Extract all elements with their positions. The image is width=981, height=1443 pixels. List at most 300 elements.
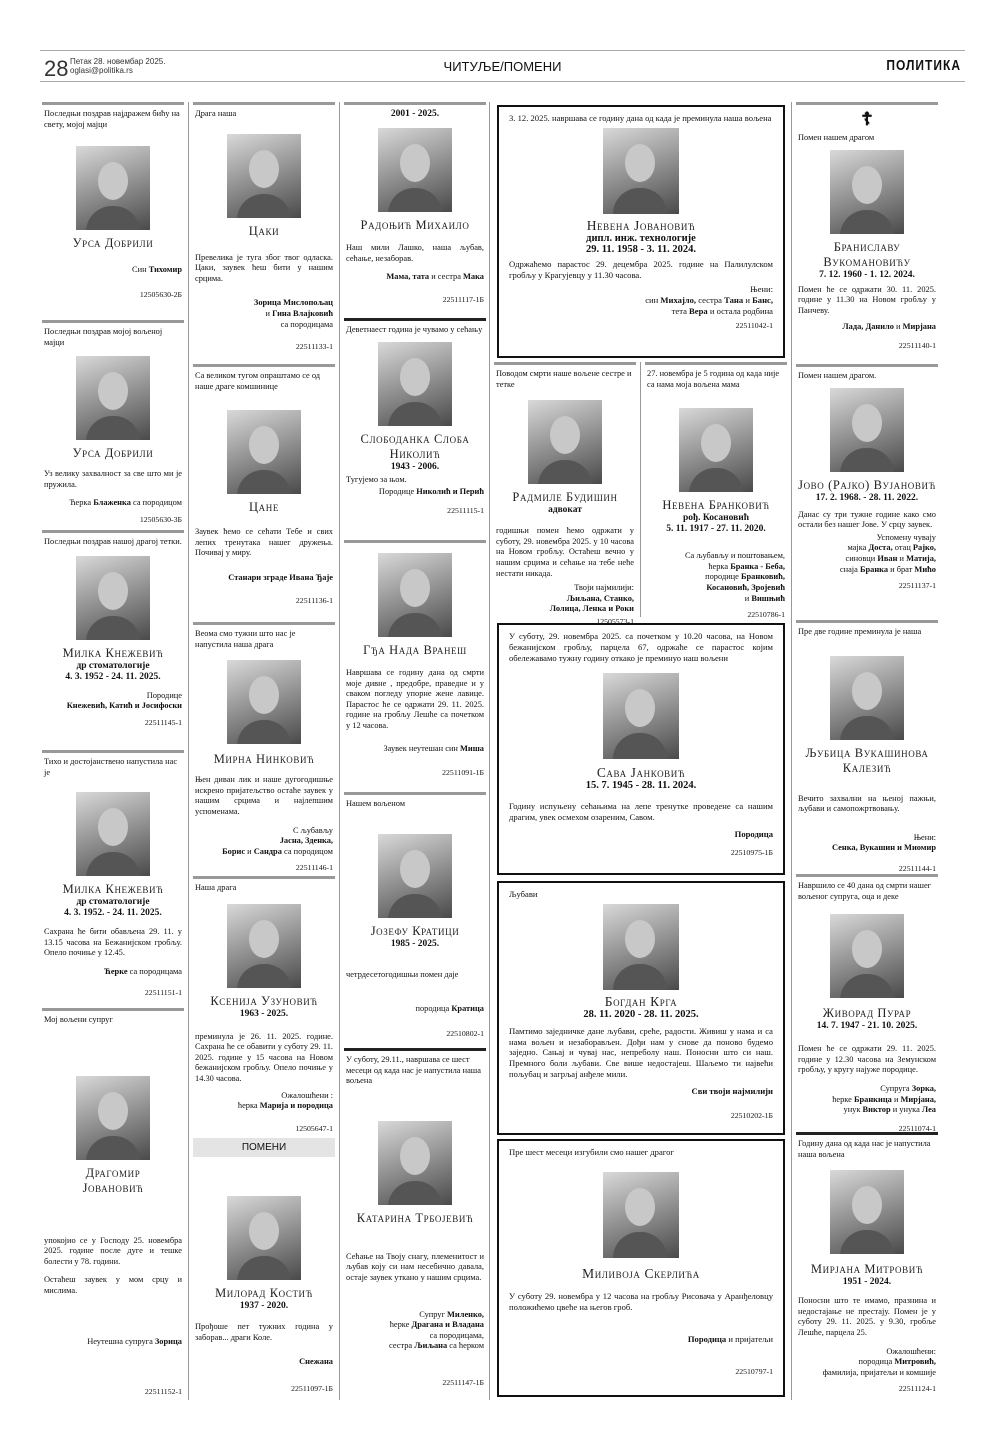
notice-code: 22511074-1 bbox=[898, 1123, 936, 1133]
notice-signature bbox=[798, 533, 936, 575]
notice-intro: Помен нашем драгом bbox=[798, 133, 875, 142]
signature-text: и пријатељи bbox=[726, 1334, 773, 1345]
notice-code: 12505630-3Б bbox=[139, 514, 182, 524]
portrait-photo bbox=[603, 904, 679, 990]
notice-body: Прођоше пет тужних година у заборав... драги Коле. bbox=[195, 1322, 333, 1342]
notice-signature bbox=[509, 284, 773, 316]
notice-body: Сахрана ће бити обављена 29. 11. у 13.15 часова на Бежанијском гробљу. Опело почиње у 12.45. bbox=[44, 927, 182, 958]
notice-code: 22511136-1 bbox=[295, 595, 333, 605]
signature-name: Љиљана bbox=[414, 1341, 448, 1351]
notice-body: Тугујемо за њом. bbox=[346, 474, 407, 484]
notice-signature bbox=[195, 298, 333, 330]
deceased-name: Мирјана Митровић bbox=[810, 1262, 924, 1277]
notice-intro: Тихо и достојанствено напустила нас је bbox=[44, 757, 178, 777]
notice-code: 22510975-1Б bbox=[730, 847, 773, 857]
notice-code: 22511124-1 bbox=[898, 1384, 936, 1394]
signature-text: ћерка bbox=[708, 561, 731, 571]
signature-name: Мирјана bbox=[902, 322, 936, 332]
signature-text: ћерке bbox=[389, 1320, 412, 1330]
notice-body: Одржаћемо парастос 29. децембра 2025. године на Палилулском гробљу у Крагујевцу у 11.30 часова. bbox=[509, 258, 773, 280]
signature-text: и унука bbox=[890, 1105, 922, 1115]
signature-name: Гина Влајковић bbox=[272, 308, 333, 318]
portrait-photo bbox=[227, 1196, 301, 1280]
deceased-title: дипл. инж. технологије bbox=[586, 232, 696, 244]
notice-code: 22511147-1Б bbox=[442, 1377, 484, 1387]
signature-name: Митровић, bbox=[894, 1357, 936, 1367]
signature-text: и bbox=[265, 308, 273, 318]
signature-text: Неутешна супруга bbox=[87, 1336, 155, 1346]
signature-text: син bbox=[645, 295, 661, 306]
notice-signature bbox=[195, 826, 333, 858]
deceased-name: Ксенија Узуновић bbox=[210, 993, 318, 1008]
deceased-dates: 17. 2. 1968. - 28. 11. 2022. bbox=[815, 492, 919, 503]
deceased-name: Драгомир Јовановић bbox=[82, 1165, 144, 1195]
deceased-name: Јово (Рајко) Вујановић bbox=[798, 477, 936, 492]
signature-text: и bbox=[897, 553, 907, 563]
memorial-notice-boxed bbox=[497, 623, 785, 875]
signature-name: Банс, bbox=[752, 295, 773, 306]
notice-body: годишњи помен ћемо одржати у суботу, 29. новембра 2025. у 10 часова на Новом гробљу. Остаћеш вечно у нашим срцима и сећање на тебе неће нестати никада. bbox=[496, 526, 634, 578]
memorial-notice bbox=[344, 102, 486, 318]
notice-signature bbox=[44, 498, 182, 509]
portrait-photo bbox=[378, 834, 452, 918]
signature-name: Бранкица bbox=[853, 1094, 892, 1104]
deceased-name: Невена Јовановић bbox=[586, 217, 696, 233]
obituary-notice bbox=[193, 364, 335, 622]
notice-code: 22511115-1 bbox=[447, 505, 484, 515]
signature-name: Кратица bbox=[451, 1004, 484, 1014]
signature-text: са породицом bbox=[130, 498, 182, 508]
notice-signature bbox=[44, 967, 182, 978]
signature-text: Ћерка bbox=[69, 498, 94, 508]
signature-text: Супруг bbox=[419, 1309, 448, 1319]
signature-name: Иван bbox=[877, 553, 898, 563]
memorial-notice bbox=[796, 364, 938, 620]
notice-intro: Пре шест месеци изгубили смо нашег драгог bbox=[509, 1147, 674, 1157]
orthodox-cross-icon: ☦ bbox=[861, 109, 873, 129]
column-divider bbox=[791, 102, 792, 1400]
deceased-name: Радмиле Будишин bbox=[512, 490, 618, 505]
notice-intro: У суботу, 29. новембра 2025. са почетком у 10.20 часова, на Новом бежанијском гробљу, парцела 67, одржаће се парастос којим обележавамо тужну годину откако је преминуо наш вољени bbox=[509, 631, 773, 663]
signature-name: Бранка - Беба, bbox=[730, 561, 785, 571]
notice-signature bbox=[509, 1334, 773, 1345]
notice-intro: Мој вољени супруг bbox=[44, 1015, 113, 1024]
deceased-dates: 1937 - 2020. bbox=[239, 1301, 289, 1311]
notice-code: 22511091-1Б bbox=[442, 768, 484, 778]
notice-body: Сећање на Твоју снагу, племенитост и љубав коју си нам несебично давала, остаје заувек уткано у нашим срцима. bbox=[346, 1251, 484, 1282]
signature-name: Вера bbox=[689, 305, 708, 316]
deceased-name: Милка Кнежевић bbox=[62, 645, 164, 660]
notice-intro: Драга наша bbox=[195, 109, 237, 118]
signature-name: Зорица Мислопољац bbox=[253, 298, 333, 308]
notice-code: 22511042-1 bbox=[735, 320, 773, 330]
notice-code: 12505573-1 bbox=[596, 616, 634, 626]
signature-name: Сви твоји најмилији bbox=[691, 1085, 773, 1096]
notice-code: 22511145-1 bbox=[144, 717, 182, 727]
notice-body: Поносни што те имамо, празнина и недостајање не престају. Помен је у суботу 29. 11. 2025. у 9.30, гробље Лешће, парцела 25. bbox=[798, 1296, 936, 1337]
signature-name: Лолица, Ленка и Роки bbox=[549, 604, 634, 614]
memorial-notice bbox=[344, 792, 486, 1048]
signature-name: Виктор bbox=[862, 1105, 891, 1115]
signature-text: унук bbox=[843, 1105, 863, 1115]
signature-name: Зорка, bbox=[911, 1083, 936, 1093]
deceased-name: Гђа Нада Вранеш bbox=[363, 643, 467, 657]
signature-text: и bbox=[893, 322, 903, 332]
signature-name: Мака bbox=[463, 272, 484, 282]
signature-text: ћерка bbox=[237, 1101, 260, 1111]
memorial-notice-boxed bbox=[497, 105, 785, 358]
deceased-dates: 1985 - 2025. bbox=[390, 938, 440, 949]
signature-text: Породице bbox=[378, 487, 417, 497]
memorial-notice bbox=[344, 318, 486, 540]
deceased-name: Мирна Нинковић bbox=[213, 752, 315, 767]
portrait-photo bbox=[76, 556, 150, 640]
signature-text: са породицама bbox=[127, 966, 182, 976]
deceased-name: Цане bbox=[249, 500, 279, 515]
notice-intro: Са великом тугом опраштамо се од наше драге комшинице bbox=[195, 371, 321, 391]
signature-text: и сестра bbox=[429, 272, 464, 282]
signature-text: породица bbox=[858, 1357, 895, 1367]
notice-code: 22511137-1 bbox=[898, 581, 936, 591]
portrait-photo bbox=[830, 914, 904, 998]
memorial-notice bbox=[344, 540, 486, 792]
portrait-photo bbox=[679, 408, 753, 492]
signature-text: отац bbox=[892, 543, 913, 553]
signature-name: Јасна, Зденка, bbox=[279, 836, 333, 846]
contact-email[interactable]: oglasi@politika.rs bbox=[70, 66, 133, 75]
signature-name: Бранковић, bbox=[740, 572, 785, 582]
deceased-name: Сава Јанковић bbox=[596, 765, 686, 781]
notice-signature bbox=[346, 1004, 484, 1015]
deceased-name: Невена Бранковић bbox=[662, 498, 770, 513]
memorial-notice bbox=[796, 102, 938, 364]
column-divider bbox=[640, 362, 641, 617]
memorial-notice bbox=[645, 362, 787, 620]
signature-text: С љубављу bbox=[292, 825, 333, 835]
notice-body: Годину испуњену сећањима на лепе тренутке проведене са нашим драгим, увек осмехом озареним, Савом. bbox=[509, 801, 773, 823]
notice-intro: Последњи поздрав нашој драгој тетки. bbox=[44, 537, 182, 546]
notice-code: 22510202-1Б bbox=[730, 1110, 773, 1120]
signature-text: Њени: bbox=[750, 284, 773, 295]
obituary-notice bbox=[193, 622, 335, 876]
signature-text: и bbox=[744, 593, 752, 603]
notice-body: Остаћеш заувек у мом срцу и мислима. bbox=[44, 1275, 182, 1295]
obituary-notice bbox=[42, 320, 184, 530]
obituary-notice bbox=[193, 102, 335, 364]
obituary-notice bbox=[193, 876, 335, 1134]
portrait-photo bbox=[76, 792, 150, 876]
signature-name: Матија, bbox=[906, 553, 936, 563]
signature-name: Блаженка bbox=[93, 498, 131, 508]
portrait-photo bbox=[830, 150, 904, 234]
notice-intro: Годину дана од када нас је напустила наша вољена bbox=[798, 1139, 931, 1159]
notice-body: четрдесетогодишњи помен даје bbox=[346, 969, 459, 979]
deceased-title: рођ. Косановић bbox=[682, 513, 749, 524]
signature-name: Косановић, Зројевић bbox=[706, 582, 785, 592]
signature-text: Њени: bbox=[913, 832, 936, 842]
notice-signature bbox=[496, 583, 634, 615]
notice-signature bbox=[195, 1091, 333, 1112]
signature-name: Мирјана, bbox=[900, 1094, 936, 1104]
signature-text: Заувек неутешан син bbox=[383, 743, 460, 753]
signature-text: Са љубављу и поштовањем, bbox=[684, 551, 785, 561]
signature-name: Михајло, bbox=[660, 295, 697, 306]
notice-intro: Последњи поздрав мојој вољеној мајци bbox=[44, 327, 163, 347]
deceased-title: др стоматологије bbox=[76, 897, 150, 908]
deceased-title: др стоматологије bbox=[76, 660, 150, 671]
signature-text: Твоји најмилији: bbox=[574, 583, 634, 593]
notice-intro: Помен нашем драгом. bbox=[798, 371, 877, 380]
portrait-photo bbox=[378, 128, 452, 212]
deceased-dates: 5. 11. 1917 - 27. 11. 2020. bbox=[666, 524, 766, 535]
notice-signature bbox=[798, 1347, 936, 1379]
notice-signature bbox=[44, 691, 182, 712]
deceased-name: Браниславу Вукомановићу bbox=[823, 239, 911, 269]
signature-text: са породицама bbox=[280, 319, 333, 329]
signature-name: Доста, bbox=[868, 543, 893, 553]
notice-body: Данас су три тужне године како смо остали без нашег Јове. У срцу заувек. bbox=[798, 509, 936, 530]
portrait-photo bbox=[227, 660, 301, 744]
signature-name: Мама, тата bbox=[386, 272, 430, 282]
notice-code: 12505630-2Б bbox=[139, 289, 182, 299]
notice-signature bbox=[44, 1337, 182, 1348]
memorial-notice bbox=[796, 1132, 938, 1400]
signature-name: Марија и породица bbox=[259, 1101, 333, 1111]
portrait-photo bbox=[227, 904, 301, 988]
notice-intro: У суботу, 29.11., навршава се шест месеци од када нас је напустила наша вољена bbox=[346, 1055, 481, 1086]
notice-body: Памтимо заједничке дане љубави, среће, радости. Живиш у нама и са нама вољен и незаборављен. Дођи нам у снове да поново будемо заједно. Сањај и чувај нас, непреболу наш. Поносни што си наш. Премного боли љубави. Све више недостајеш. Шаљемо ти највећи пољубац и загрљај анђеле мили. bbox=[509, 1025, 773, 1079]
obituary-notice bbox=[42, 750, 184, 1008]
deceased-dates: 1943 - 2006. bbox=[390, 461, 440, 472]
deceased-name: Милка Кнежевић bbox=[62, 882, 164, 897]
signature-name: Породица bbox=[687, 1334, 727, 1345]
signature-name: Тана bbox=[724, 295, 744, 306]
notice-intro: Нашем вољеном bbox=[346, 799, 406, 808]
signature-text: породица bbox=[415, 1004, 452, 1014]
deceased-dates: 29. 11. 1958 - 3. 11. 2024. bbox=[586, 243, 696, 255]
notice-intro: Љубави bbox=[509, 889, 538, 899]
signature-text: и bbox=[245, 846, 254, 856]
signature-text: сестра bbox=[389, 1341, 415, 1351]
signature-name: Зорица bbox=[154, 1336, 182, 1346]
memorial-notice-boxed bbox=[497, 1139, 785, 1397]
portrait-photo bbox=[76, 356, 150, 440]
signature-name: Станари зграде Ивана Ђаје bbox=[228, 572, 333, 582]
notice-code: 22511140-1 bbox=[898, 340, 936, 350]
notice-code: 22511117-1Б bbox=[442, 294, 484, 304]
notice-code: 22511146-1 bbox=[295, 863, 333, 873]
page-header bbox=[40, 50, 965, 82]
notice-intro: Веома смо тужни што нас је напустила наша драга bbox=[195, 629, 296, 649]
signature-name: Рајко, bbox=[912, 543, 936, 553]
signature-text: снаја bbox=[839, 564, 860, 574]
portrait-photo bbox=[76, 1076, 150, 1160]
notice-signature bbox=[346, 1310, 484, 1352]
deceased-name: Милорад Костић bbox=[215, 1286, 313, 1300]
section-title: ЧИТУЉЕ/ПОМЕНИ bbox=[443, 59, 562, 74]
deceased-name: Јозефу Кратици bbox=[370, 923, 460, 938]
signature-name: Миленко, bbox=[447, 1309, 484, 1319]
notice-signature bbox=[647, 551, 785, 604]
notice-code: 22511151-1 bbox=[144, 987, 182, 997]
signature-text: ћерке bbox=[832, 1094, 854, 1104]
signature-name: Љиљана, Станко, bbox=[566, 593, 634, 603]
column-divider bbox=[188, 102, 189, 1400]
signature-name: Вишњић bbox=[751, 593, 785, 603]
column-divider bbox=[489, 102, 490, 1400]
signature-name: Леа bbox=[921, 1105, 936, 1115]
notice-body: преминула је 26. 11. 2025. године. Сахрана ће се обавити у суботу 29. 11. 2025. године у 15 часова на Новом бежанијском гробљу. Опело почиње у 14.30 часова. bbox=[195, 1031, 333, 1083]
deceased-dates: 2001 - 2025. bbox=[390, 109, 440, 119]
obituary-notice bbox=[42, 102, 184, 320]
signature-text: синовци bbox=[845, 553, 878, 563]
notice-signature bbox=[798, 322, 936, 333]
portrait-photo bbox=[603, 128, 679, 214]
signature-name: Тихомир bbox=[148, 265, 182, 275]
notice-signature bbox=[44, 265, 182, 276]
notice-intro: Деветнаест година је чувамо у сећању bbox=[346, 325, 483, 334]
signature-text: са породицама, bbox=[429, 1330, 484, 1340]
deceased-dates: 4. 3. 1952 - 24. 11. 2025. bbox=[65, 671, 161, 682]
portrait-photo bbox=[830, 1170, 904, 1254]
signature-name: Николић и Перић bbox=[416, 487, 484, 497]
deceased-name: Миливоја Скерлића bbox=[582, 1265, 700, 1281]
notice-code: 22511097-1Б bbox=[291, 1383, 333, 1393]
signature-text: са породицом bbox=[281, 846, 333, 856]
signature-name: Снежана bbox=[299, 1357, 333, 1367]
portrait-photo bbox=[528, 400, 602, 484]
signature-name: Кнежевић, Катић и Јосифоски bbox=[66, 701, 182, 711]
signature-name: Сандра bbox=[253, 846, 282, 856]
notice-code: 12505647-1 bbox=[295, 1123, 333, 1133]
deceased-name: Богдан Крга bbox=[604, 993, 678, 1009]
notice-body: Њен диван лик и наше дугогодишње искрено пријатељство остаће заувек у нашим срцима и најлепшим успоменама. bbox=[195, 775, 333, 816]
signature-text: Ожалошћени : bbox=[281, 1090, 333, 1100]
deceased-dates: 1951 - 2024. bbox=[842, 1277, 892, 1288]
page-number: 28 bbox=[44, 56, 69, 81]
memorial-notice-boxed bbox=[497, 881, 785, 1135]
signature-text: Породице bbox=[146, 690, 182, 700]
issue-date: Петак 28. новембар 2025. bbox=[70, 57, 166, 66]
notice-signature bbox=[195, 1357, 333, 1368]
notice-code: 22510786-1 bbox=[747, 610, 785, 620]
notice-body: Наш мили Лашко, наша љубав, сећање, незаборав. bbox=[346, 243, 484, 263]
portrait-photo bbox=[830, 388, 904, 472]
deceased-dates: 14. 7. 1947 - 21. 10. 2025. bbox=[816, 1021, 918, 1032]
signature-name: Мићо bbox=[914, 564, 936, 574]
section-divider bbox=[193, 1134, 335, 1165]
signature-text: Супруга bbox=[880, 1083, 912, 1093]
signature-text: и bbox=[891, 1094, 901, 1104]
signature-text: сестра bbox=[696, 295, 725, 306]
notice-signature bbox=[346, 744, 484, 755]
deceased-name: Љубица Вукашинова Калезић bbox=[805, 745, 929, 775]
notice-code: 22511133-1 bbox=[295, 342, 333, 352]
portrait-photo bbox=[378, 553, 452, 637]
deceased-name: Цаки bbox=[248, 223, 280, 238]
obituary-notice bbox=[42, 1008, 184, 1400]
signature-name: Миша bbox=[460, 743, 484, 753]
signature-text: тета bbox=[671, 305, 690, 316]
obituary-notice bbox=[42, 530, 184, 750]
notice-body: Превелика је туга због твог одласка. Цаки, заувек ћеш бити у нашим срцима. bbox=[195, 252, 333, 283]
deceased-name: Живорад Пурар bbox=[822, 1006, 912, 1021]
signature-name: Ћерке bbox=[104, 966, 128, 976]
signature-text: са ћерком bbox=[447, 1341, 484, 1351]
portrait-photo bbox=[227, 134, 301, 218]
deceased-name: Слободанка Слоба Николић bbox=[360, 431, 470, 461]
notice-code: 22511144-1 bbox=[898, 863, 936, 873]
signature-text: и брат bbox=[888, 564, 915, 574]
notice-signature bbox=[346, 272, 484, 283]
signature-name: Драгана и Владана bbox=[411, 1320, 484, 1330]
portrait-photo bbox=[227, 410, 301, 494]
notice-intro: Навршило се 40 дана од смрти нашег вољеног супруга, оца и деке bbox=[798, 881, 932, 901]
notice-intro: Последњи поздрав најдражем бићу на свету, мојој мајци bbox=[44, 109, 180, 129]
portrait-photo bbox=[603, 673, 679, 759]
notice-body: Вечито захвални на њеној пажњи, љубави и самопожртвовању. bbox=[798, 793, 936, 814]
signature-name: Лада, Данило bbox=[842, 322, 894, 332]
signature-text: мајка bbox=[847, 543, 869, 553]
deceased-dates: 7. 12. 1960 - 1. 12. 2024. bbox=[819, 269, 915, 280]
notice-intro: Пре две године преминула је наша bbox=[798, 627, 922, 636]
portrait-photo bbox=[603, 1172, 679, 1258]
memorial-notice bbox=[796, 874, 938, 1132]
signature-text: Син bbox=[132, 265, 149, 275]
notice-intro: 3. 12. 2025. навршава се годину дана од када је преминула наша вољена bbox=[509, 113, 772, 123]
memorial-notice bbox=[344, 1048, 486, 1400]
signature-name: Породица bbox=[734, 828, 773, 839]
notice-intro: Поводом смрти наше вољене сестре и тетке bbox=[496, 369, 632, 389]
memorial-notice bbox=[494, 362, 636, 626]
deceased-name: Радоњић Михаило bbox=[360, 218, 470, 232]
signature-text: фамилија, пријатељи и комшије bbox=[822, 1367, 936, 1377]
notice-intro: Наша драга bbox=[195, 883, 237, 892]
deceased-name: Катарина Трбојевић bbox=[356, 1210, 474, 1225]
notice-signature bbox=[798, 833, 936, 854]
portrait-photo bbox=[76, 146, 150, 230]
signature-text: и остала родбина bbox=[707, 305, 773, 316]
signature-text: Ожалошћени: bbox=[886, 1346, 936, 1356]
deceased-title: адвокат bbox=[548, 505, 582, 516]
portrait-photo bbox=[830, 656, 904, 740]
portrait-photo bbox=[378, 342, 452, 426]
signature-name: Сенка, Вукашин и Миомир bbox=[832, 843, 936, 853]
notice-signature bbox=[346, 487, 484, 498]
notice-code: 22510802-1 bbox=[446, 1028, 484, 1038]
signature-text: и bbox=[743, 295, 753, 306]
signature-name: Бранка bbox=[859, 564, 889, 574]
portrait-photo bbox=[378, 1121, 452, 1205]
notice-signature bbox=[195, 573, 333, 584]
signature-text: Успомену чувају bbox=[876, 532, 936, 542]
notice-body: У суботу 29. новембра у 12 часова на гробљу Рисовача у Аранђеловцу положићемо цвеће на његов гроб. bbox=[509, 1290, 773, 1312]
deceased-dates: 1963 - 2025. bbox=[239, 1008, 289, 1019]
signature-text: породице bbox=[705, 572, 741, 582]
deceased-dates: 4. 3. 1952. - 24. 11. 2025. bbox=[64, 908, 162, 919]
notice-code: 22511152-1 bbox=[144, 1387, 182, 1397]
notice-body: Навршава се годину дана од смрти моје дивне , предобре, праведне и у сваком погледу упорне жене лавице. Парастос ће се одржати 29. 11. 2025. године на гробљу Лешће са почетком у 12 часова. bbox=[346, 668, 484, 730]
deceased-dates: 15. 7. 1945 - 28. 11. 2024. bbox=[585, 780, 697, 792]
memorial-notice bbox=[796, 620, 938, 874]
notice-intro: 27. новембра је 5 година од када није са нама моја вољена мама bbox=[647, 369, 780, 389]
notice-signature bbox=[509, 829, 773, 840]
notice-signature bbox=[509, 1086, 773, 1097]
pomeni-section-label: ПОМЕНИ bbox=[193, 1138, 335, 1157]
newspaper-logo: ПОЛИТИКА bbox=[886, 56, 961, 74]
deceased-name: Урса Добрили bbox=[72, 446, 154, 461]
notice-body: Помен ће се одржати 30. 11. 2025. године у 11.30 на Новом гробљу у Панчеву. bbox=[798, 284, 936, 315]
